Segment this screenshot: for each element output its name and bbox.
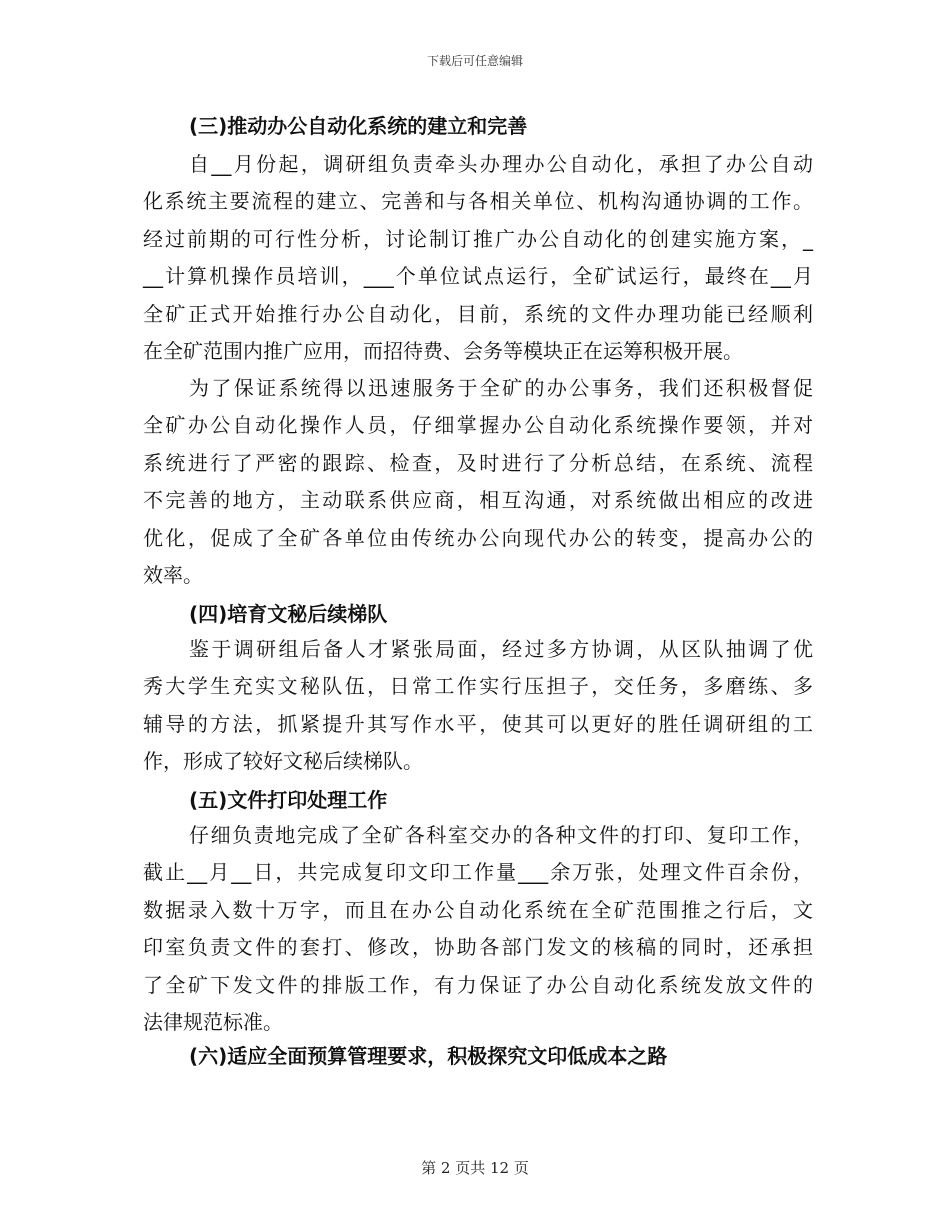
text-line: 数据录入数十万字，而且在办公自动化系统在全矿范围推之行后，文 xyxy=(143,897,813,922)
text-line: 系统进行了严密的跟踪、检查，及时进行了分析总结，在系统、流程 xyxy=(143,450,813,475)
paragraph-secretary-team xyxy=(143,631,813,781)
text-line: 优化，促成了全矿各单位由传统办公向现代办公的转变，提高办公的 xyxy=(143,525,813,550)
text-line: 在全矿范围内推广应用，而招待费、会务等模块正在运筹积极开展。 xyxy=(143,338,743,363)
text-line: 秀大学生充实文秘队伍，日常工作实行压担子，交任务，多磨练、多 xyxy=(143,674,813,699)
text-line: 为了保证系统得以迅速服务于全矿的办公事务，我们还积极督促 xyxy=(189,376,813,400)
page-number-footer: 第 2 页共 12 页 xyxy=(421,1159,529,1177)
text-line: __计算机操作员培训，___个单位试点运行，全矿试运行，最终在__月 xyxy=(143,264,813,289)
section-heading-3: (三)推动办公自动化系统的建立和完善 xyxy=(189,114,528,138)
text-line: 经过前期的可行性分析，讨论制订推广办公自动化的创建实施方案，_ xyxy=(143,226,813,251)
text-line: 辅导的方法，抓紧提升其写作水平，使其可以更好的胜任调研组的工 xyxy=(143,711,813,736)
text-line: 效率。 xyxy=(143,562,203,587)
text-line: 化系统主要流程的建立、完善和与各相关单位、机构沟通协调的工作。 xyxy=(143,189,813,214)
paragraph-office-automation-1 xyxy=(143,146,813,370)
text-line: 全矿办公自动化操作人员，仔细掌握办公自动化系统操作要领，并对 xyxy=(143,413,813,438)
page-header-note: 下载后可任意编辑 xyxy=(426,54,523,68)
section-heading-5: (五)文件打印处理工作 xyxy=(189,788,388,812)
text-line: 全矿正式开始推行办公自动化，目前，系统的文件办理功能已经顺利 xyxy=(143,301,813,326)
text-line: 不完善的地方，主动联系供应商，相互沟通，对系统做出相应的改进 xyxy=(143,488,813,513)
section-heading-4: (四)培育文秘后续梯队 xyxy=(189,602,388,626)
text-line: 鉴于调研组后备人才紧张局面，经过多方协调，从区队抽调了优 xyxy=(189,637,813,661)
text-line: 作，形成了较好文秘后续梯队。 xyxy=(143,749,423,774)
text-line: 截止__月__日，共完成复印文印工作量___余万张，处理文件百余份， xyxy=(143,860,813,885)
text-line: 仔细负责地完成了全矿各科室交办的各种文件的打印、复印工作， xyxy=(189,823,813,847)
section-heading-6: (六)适应全面预算管理要求，积极探究文印低成本之路 xyxy=(189,1044,668,1068)
text-line: 了全矿下发文件的排版工作，有力保证了办公自动化系统发放文件的 xyxy=(143,972,813,997)
text-line: 自__月份起，调研组负责牵头办理办公自动化，承担了办公自动 xyxy=(189,152,813,176)
paragraph-printing-work xyxy=(143,817,813,1041)
text-line: 法律规范标准。 xyxy=(143,1009,283,1034)
paragraph-office-automation-2 xyxy=(143,370,813,594)
text-line: 印室负责文件的套打、修改，协助各部门发文的核稿的同时，还承担 xyxy=(143,935,813,960)
